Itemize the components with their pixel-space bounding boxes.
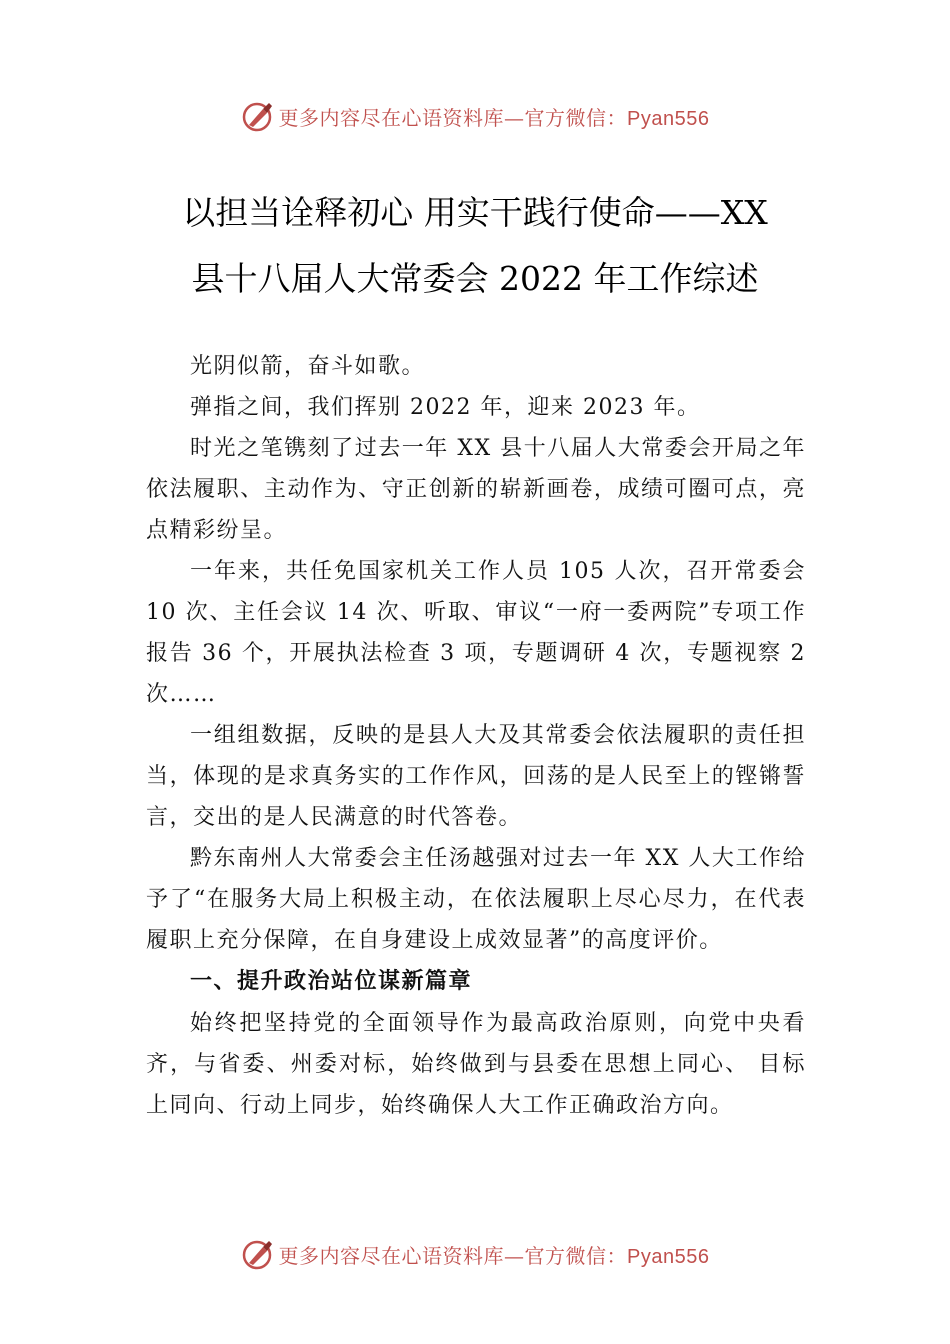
watermark-header xyxy=(0,96,950,136)
paragraph: 黔东南州人大常委会主任汤越强对过去一年 XX 人大工作给予了“在服务大局上积极主动，在依法履职上尽心尽力，在代表履职上充分保障，在自身建设上成效显著”的高度评价。 xyxy=(146,846,806,953)
paragraph: 始终把坚持党的全面领导作为最高政治原则，向党中央看齐，与省委、州委对标，始终做到与县委在思想上同心、 目标上同向、行动上同步，始终确保人大工作正确政治方向。 xyxy=(146,1011,806,1118)
paragraph: 一组组数据，反映的是县人大及其常委会依法履职的责任担当，体现的是求真务实的工作作风，回荡的是人民至上的铿锵誓言，交出的是人民满意的时代答卷。 xyxy=(146,723,806,830)
paragraph: 时光之笔镌刻了过去一年 XX 县十八届人大常委会开局之年依法履职、主动作为、守正创新的崭新画卷，成绩可圈可点，亮点精彩纷呈。 xyxy=(146,436,806,543)
watermark-text: 更多内容尽在心语资料库—官方微信：Pyan556 xyxy=(278,105,710,130)
paragraph: 弹指之间，我们挥别 2022 年，迎来 2023 年。 xyxy=(190,395,701,420)
watermark-account: Pyan556 xyxy=(627,107,710,130)
watermark-footer xyxy=(0,1234,950,1274)
title-line-2: 县十八届人大常委会 2022 年工作综述 xyxy=(191,259,759,298)
document-body xyxy=(146,346,806,1126)
paragraph: 一年来，共任免国家机关工作人员 105 人次，召开常委会 10 次、主任会议 14 次、听取、审议“一府一委两院”专项工作报告 36 个，开展执法检查 3 项，专题调研 4 次，专题视察 2 次…… xyxy=(146,559,806,707)
watermark-text: 更多内容尽在心语资料库—官方微信：Pyan556 xyxy=(278,1243,710,1268)
section-heading: 一、提升政治站位谋新篇章 xyxy=(190,969,473,994)
paragraph: 光阴似箭，奋斗如歌。 xyxy=(190,354,426,379)
document-title xyxy=(140,180,810,312)
pen-logo-icon xyxy=(241,1237,275,1271)
title-line-1: 以担当诠释初心 用实干践行使命——XX xyxy=(182,193,768,232)
pen-logo-icon xyxy=(241,99,275,133)
watermark-account: Pyan556 xyxy=(627,1245,710,1268)
